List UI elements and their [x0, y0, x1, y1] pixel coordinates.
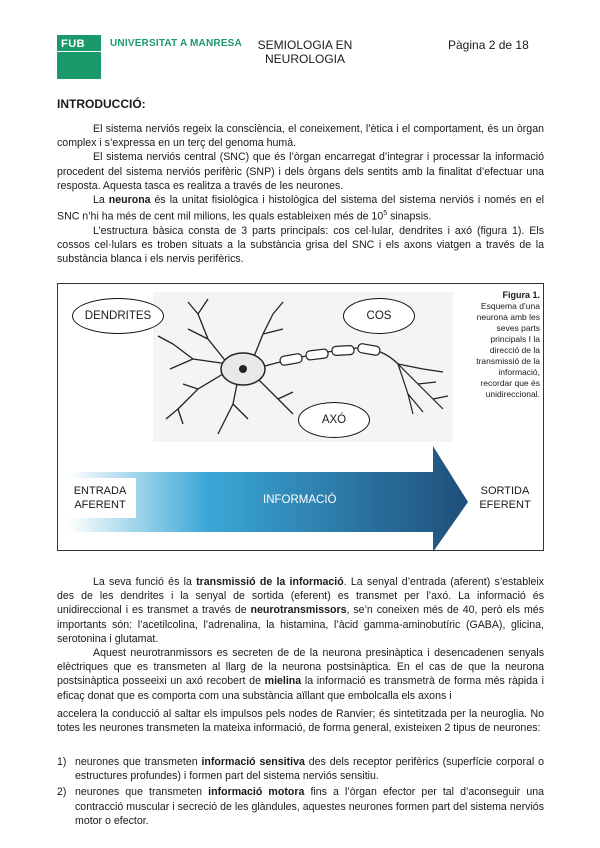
- list-number: 2): [57, 786, 67, 799]
- page-number: Pàgina 2 de 18: [448, 38, 529, 52]
- text-run: és la unitat fisiològica i histològica del sistema del sistema nerviós i només en el SNC n’hi ha més de cent mil milions, les quals estableixen més de 10: [57, 194, 545, 223]
- intro-paragraph-1: El sistema nerviós regeix la consciència, el coneixement, l’ètica i el comportament, és un òrgan complex i s’expressa en un terç del genoma humà.: [57, 123, 544, 150]
- text-run: neurones que transmeten: [75, 786, 209, 799]
- figure-caption: [466, 290, 540, 400]
- bold-term: informació motora: [208, 786, 305, 799]
- text-run: , se’n coneixen més de 40, però els més importants són: l’acetilcolina, l’adrenalina, la histamina, l’àcid gamma-aminobutíric (GABA), glicina, serotonina i glutamat.: [57, 604, 544, 645]
- intro-paragraph-3: [57, 193, 544, 224]
- arrow-label: INFORMACIÓ: [263, 494, 337, 506]
- body-text: [57, 575, 544, 735]
- text-run: La: [93, 194, 109, 207]
- title-line-1: SEMIOLOGIA EN: [257, 38, 353, 52]
- output-line-1: SORTIDA: [480, 485, 530, 497]
- body-paragraph-2: [57, 646, 544, 703]
- input-line-1: ENTRADA: [73, 485, 127, 497]
- document-title: [235, 38, 375, 66]
- bold-term: transmissió de la informació: [196, 576, 344, 588]
- logo-text: FUB: [61, 38, 86, 50]
- caption-title: Figura 1.: [502, 290, 540, 300]
- figure-1: [57, 283, 544, 551]
- neuron-types-list: [57, 755, 544, 830]
- list-number: 1): [57, 756, 67, 768]
- title-line-2: NEUROLOGIA: [264, 52, 345, 66]
- text-run: . La senyal d’entrada (aferent) s’estableix des de les dendrites i la senyal de sortida (eferent) es transmet per l’axó. La informació és unidireccional i es transmet a través de: [57, 576, 544, 617]
- university-name: UNIVERSITAT A MANRESA: [110, 38, 242, 49]
- output-label: [469, 478, 541, 518]
- section-title: INTRODUCCIÓ:: [57, 97, 146, 111]
- intro-text: [57, 122, 544, 267]
- bold-term: neurona: [108, 194, 151, 207]
- input-label: [64, 478, 136, 518]
- body-paragraph-1: [57, 575, 544, 646]
- intro-paragraph-2: El sistema nerviós central (SNC) que és l’òrgan encarregat d’integrar i processar la informació procedent del sistema nerviós perifèric (SNP) i dels òrgans dels sentits amb la finalitat d’efectuar una resposta. Aquesta tasca es realitza a través de les neurones.: [57, 151, 544, 192]
- university-logo: [57, 35, 101, 79]
- bold-term: mielina: [264, 675, 302, 688]
- text-run: La seva funció és la: [93, 576, 197, 588]
- cos-label: COS: [343, 298, 415, 334]
- body-paragraph-3: accelera la conducció al saltar els impulsos pels nodes de Ranvier; és sintetitzada per la neuroglia. No totes les neurones transmeten la mateixa informació, de forma general, existeixen 2 tipus de neurones:: [57, 707, 544, 735]
- nucleus-drawing: [239, 365, 247, 373]
- logo-divider: [57, 51, 101, 52]
- intro-paragraph-4: L’estructura bàsica consta de 3 parts principals: cos cel·lular, dendrites i axó (figura 1). Els cossos cel·lulars es troben situats a la substància grisa del SNC i els axons viatgen a través de la substància blanca i els nervis perifèrics.: [57, 224, 544, 266]
- superscript: 5: [383, 210, 388, 218]
- text-run: neurones que transmeten: [75, 756, 202, 768]
- list-item: [57, 755, 544, 783]
- text-run: la informació es transmetrà de forma més ràpida i eficaç donat que es comporta com una substància aïllant que embolcalla els axons i: [57, 675, 544, 702]
- text-run: fins a l’òrgan efector per tal d’aconseguir una contracció muscular i secreció de les glàndules, aquestes neurones formen part del sistema nerviós motor o efector.: [75, 786, 544, 827]
- list-item: [57, 785, 544, 828]
- input-line-2: AFERENT: [74, 499, 126, 511]
- axo-label: AXÓ: [298, 402, 370, 438]
- bold-term: neurotransmissors: [250, 604, 347, 617]
- dendrites-label: DENDRITES: [72, 298, 164, 334]
- text-run: des dels receptor perifèrics (superfície corporal o estructures profundes) i formen part del sistema nerviós sensitiu.: [75, 756, 544, 783]
- bold-term: informació sensitiva: [201, 756, 305, 768]
- text-run: sinapsis.: [387, 210, 432, 223]
- output-line-2: EFERENT: [479, 499, 531, 511]
- caption-text: Esquema d’una neurona amb les seves parts principals I la direcció de la transmissió de la informació, recordar que és unidireccional.: [476, 301, 540, 399]
- text-run: Aquest neurotranmissors es secreten de de la neurona presinàptica i desencadenen senyals elèctriques que es transmeten al llarg de la neurona postsinàptica. En el cas de que la neurona postsinàptica posseeixi un axó recobert de: [57, 647, 544, 688]
